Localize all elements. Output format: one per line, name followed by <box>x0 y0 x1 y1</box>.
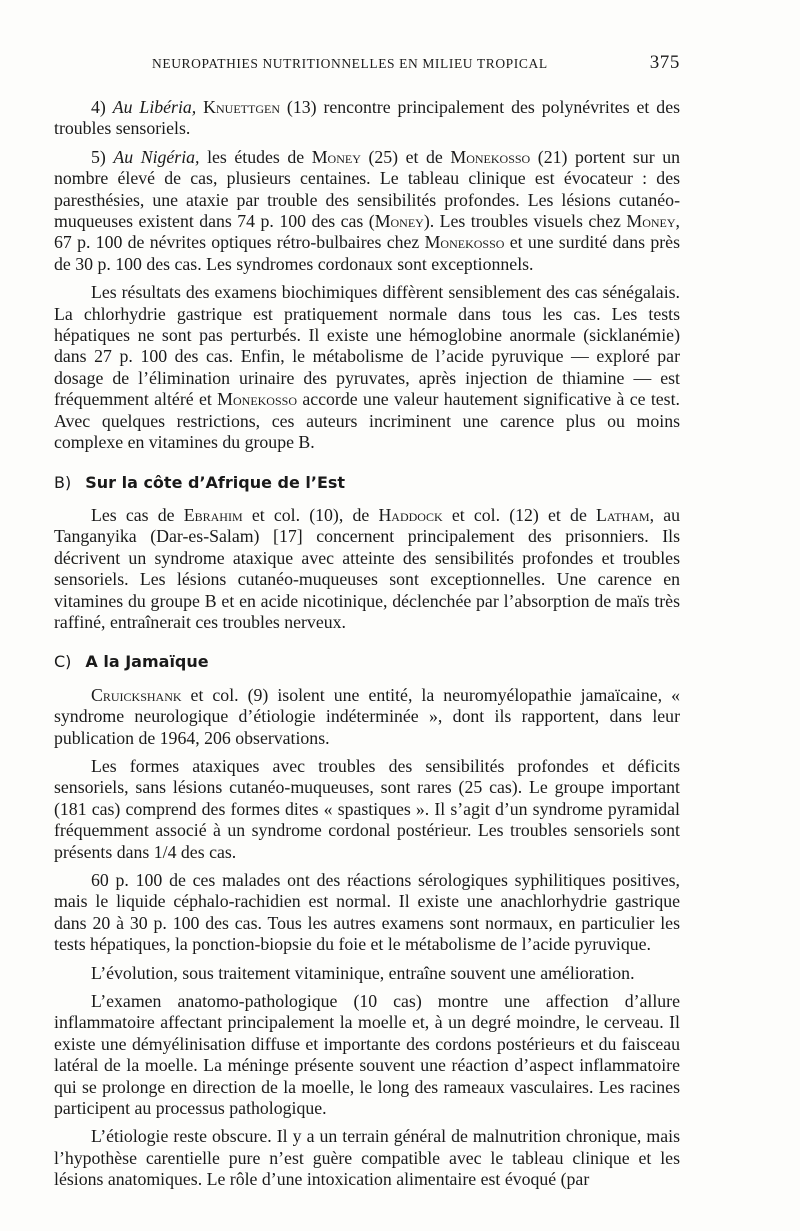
author-name: Haddock <box>378 504 443 525</box>
text-run: , 67 p. 100 de névrites optiques rétro-bulbaires chez <box>54 211 680 253</box>
section-letter: C) <box>54 652 72 672</box>
paragraph-serology: 60 p. 100 de ces malades ont des réactions sérologiques syphilitiques positives, mais le liquide céphalo-rachidien est normal. Il existe une anachlorhydrie gastrique dans 20 à 30 p. 100 des cas. Tous les autres examens sont normaux, en particulier les tests hépatiques, la ponction-biopsie du foie et le métabolisme de l’acide pyruvique. <box>54 870 680 955</box>
text-run: les études de <box>199 146 312 167</box>
running-title: NEUROPATHIES NUTRITIONNELLES EN MILIEU TROPICAL <box>152 56 548 71</box>
text-run: (25) et de <box>360 146 451 167</box>
place-name: Au Libéria, <box>112 97 197 117</box>
paragraph-pathology: L’examen anatomo-pathologique (10 cas) montre une affection d’allure inflammatoire affectant principalement la moelle et, à un degré moindre, le cerveau. Il existe une démyélinisation diffuse et importante des cordons postérieurs et du faisceau latéral de la moelle. La méninge présente souvent une réaction d’aspect inflammatoire qui se prolonge en direction de la moelle, le long des rameaux vasculaires. Les racines participent au processus pathologique. <box>54 991 680 1119</box>
paragraph-ataxic-forms: Les formes ataxiques avec troubles des sensibilités profondes et déficits sensoriels, sans lésions cutanéo-muqueuses, sont rares (25 cas). Le groupe important (181 cas) comprend des formes dites « spastiques ». Il s’agit d’un syndrome pyramidal fréquemment associé à un syndrome cordonal postérieur. Les troubles sensoriels sont présents dans 1/4 des cas. <box>54 755 680 862</box>
text-run: au Tanganyika (Dar-es-Salam) [17] concernent principalement des prisonniers. Ils décrivent un syndrome ataxique avec atteinte des sensibilités profondes et troubles sensoriels. Les lésions cutanéo-muqueuses sont exceptionnelles. Une carence en vitamines du groupe B et en acide nicotinique, déclenchée par l’absorption de maïs très raffiné, entraînerait ces troubles nerveux. <box>54 504 681 632</box>
item-number: 5) <box>91 146 106 167</box>
text-run: accorde une valeur hautement significative à ce test. Avec quelques restrictions, ces auteurs incriminent une carence plus ou moins complexe en vitamines du groupe B. <box>54 389 680 453</box>
section-letter: B) <box>54 472 72 492</box>
author-name: Knuettgen <box>203 97 280 117</box>
running-head <box>152 52 680 76</box>
text-run: ). Les troubles visuels chez <box>423 211 627 232</box>
author-name: Money <box>626 211 676 232</box>
paragraph-east-africa <box>54 505 680 633</box>
author-name: Ebrahim <box>183 504 243 525</box>
page-number: 375 <box>649 52 680 73</box>
text-run: et col. (9) isolent une entité, la neuromyélopathie jamaïcaine, « syndrome neurologique d’étiologie indéterminée », dont ils rapportent, dans leur publication de 1964, 206 observations. <box>54 684 680 748</box>
paragraph-jamaica-intro <box>54 685 680 749</box>
section-title: A la Jamaïque <box>85 652 209 672</box>
item-number: 4) <box>91 97 106 117</box>
section-title: Sur la côte d’Afrique de l’Est <box>85 472 346 492</box>
place-name: Au Nigéria, <box>113 146 200 167</box>
author-name: Latham, <box>596 504 655 525</box>
text-run: (13) rencontre principalement des polynévrites et des troubles sensoriels. <box>54 97 680 139</box>
author-name: Monekosso <box>217 389 297 410</box>
author-name: Monekosso <box>424 232 505 253</box>
paragraph-evolution: L’évolution, sous traitement vitaminique, entraîne souvent une amélioration. <box>91 962 635 983</box>
author-name: Cruickshank <box>91 684 182 705</box>
text-run: (21) portent sur un nombre élevé de cas, plusieurs centaines. Le tableau clinique est évocateur : des paresthésies, une ataxie par trouble des sensibilités profondes. Les lésions cutanéo-muqueuses existent dans 74 p. 100 des cas ( <box>54 146 680 232</box>
text-run: Les résultats des examens biochimiques diffèrent sensiblement des cas sénégalais. La chlorhydrie gastrique est pratiquement normale dans tous les cas. Les tests hépatiques ne sont pas perturbés. Il existe une hémoglobine anormale (sicklanémie) dans 27 p. 100 des cas. Enfin, le métabolisme de l’acide pyruvique — exploré par dosage de l’élimination urinaire des pyruvates, après injection de thiamine — est fréquemment altéré et <box>54 282 680 410</box>
text-run: et col. (10), de <box>242 504 379 525</box>
text-run: et une surdité dans près de 30 p. 100 des cas. Les syndromes cordonaux sont exceptionnels. <box>54 232 680 274</box>
section-heading-c <box>54 651 680 672</box>
paragraph-nigeria <box>54 147 680 275</box>
text-run: et col. (12) et de <box>442 504 597 525</box>
author-name: Money <box>311 146 361 167</box>
section-heading-b <box>54 472 680 493</box>
paragraph-liberia <box>54 97 680 140</box>
paragraph-biochemistry <box>54 282 680 453</box>
author-name: Money <box>374 211 424 232</box>
author-name: Monekosso <box>450 146 531 167</box>
paragraph-etiology: L’étiologie reste obscure. Il y a un terrain général de malnutrition chronique, mais l’hypothèse carentielle pure n’est guère compatible avec le tableau clinique et les lésions anatomiques. Le rôle d’une intoxication alimentaire est évoqué (par <box>54 1126 680 1190</box>
text-run: Les cas de <box>91 504 184 525</box>
body-text <box>54 97 680 1198</box>
